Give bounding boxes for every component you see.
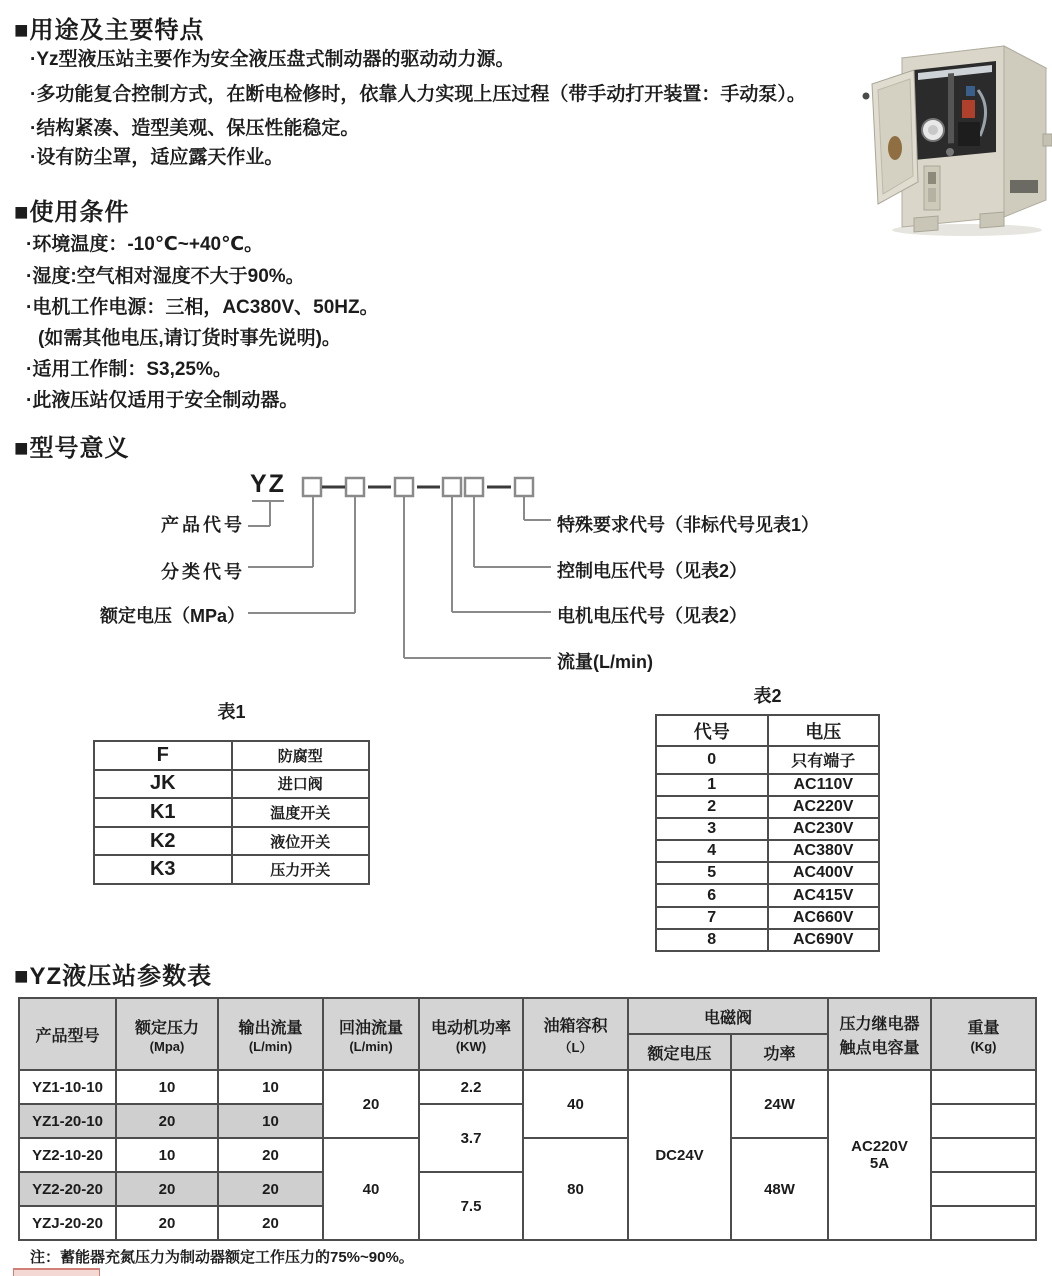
cell-flow: 10 — [218, 1070, 323, 1104]
table-row — [94, 798, 369, 827]
table1-label: 进口阀 — [232, 770, 370, 799]
col-header-out-flow-unit: (L/min) — [248, 1038, 293, 1054]
condition-bullet: ·此液压站仅适用于安全制动器。 — [26, 390, 299, 411]
model-label-flow: 流量(L/min) — [557, 652, 653, 672]
table-row — [656, 884, 879, 906]
feature-bullet: ·Yz型液压站主要作为安全液压盘式制动器的驱动动力源。 — [30, 49, 515, 70]
cell-solenoid-voltage: DC24V — [628, 1070, 731, 1240]
table-row — [94, 827, 369, 856]
col-header-motor-power-label: 电动机功率 — [430, 1019, 511, 1037]
table-row — [656, 862, 879, 884]
cell-motor-power: 2.2 — [419, 1070, 523, 1104]
cell-pressure: 20 — [116, 1104, 218, 1138]
table-row — [19, 1070, 1036, 1104]
table2-code: 7 — [656, 907, 768, 929]
conditions-heading: ■使用条件 — [14, 199, 130, 226]
cell-flow: 20 — [218, 1206, 323, 1240]
cell-relay-line1: AC220V — [851, 1138, 908, 1155]
col-header-tank-label: 油箱容积 — [543, 1017, 608, 1035]
cell-flow: 10 — [218, 1104, 323, 1138]
table-row — [94, 770, 369, 799]
cell-solenoid-power: 24W — [731, 1070, 828, 1138]
table-row — [656, 796, 879, 818]
header-row — [19, 998, 1036, 1034]
cell-tank: 80 — [523, 1138, 628, 1240]
model-heading: ■型号意义 — [14, 435, 130, 462]
table2-header-code: 代号 — [656, 715, 768, 746]
table2-header-voltage: 电压 — [768, 715, 880, 746]
table-row — [94, 741, 369, 770]
table2-code: 8 — [656, 929, 768, 951]
condition-bullet: ·适用工作制：S3,25%。 — [26, 359, 232, 380]
table-row — [656, 818, 879, 840]
table-row — [656, 907, 879, 929]
table1-label: 防腐型 — [232, 741, 370, 770]
cell-relay-line2: 5A — [869, 1155, 890, 1172]
table1-code: K1 — [94, 798, 232, 827]
table1-label: 压力开关 — [232, 855, 370, 884]
product-photo — [862, 30, 1052, 238]
cell-model: YZ2-10-20 — [19, 1138, 116, 1172]
col-header-tank — [523, 998, 628, 1070]
table2-code: 0 — [656, 746, 768, 774]
cell-pressure: 10 — [116, 1070, 218, 1104]
cell-motor-power: 7.5 — [419, 1172, 523, 1240]
condition-bullet: ·电机工作电源：三相，AC380V、50HZ。 — [26, 297, 379, 318]
table2-voltage: AC220V — [768, 796, 880, 818]
cell-flow: 20 — [218, 1138, 323, 1172]
cell-weight-empty — [931, 1104, 1036, 1138]
table2-voltage: AC415V — [768, 884, 880, 906]
col-header-relay — [828, 998, 931, 1070]
cell-solenoid-power: 48W — [731, 1138, 828, 1240]
table-row — [656, 715, 879, 746]
table2-code: 4 — [656, 840, 768, 862]
col-header-tank-unit: （L） — [558, 1039, 593, 1055]
col-header-pressure-unit: (Mpa) — [149, 1038, 185, 1054]
col-header-solenoid: 电磁阀 — [628, 998, 828, 1034]
table2-voltage: AC660V — [768, 907, 880, 929]
condition-bullet: ·环境温度：-10℃~+40℃。 — [26, 234, 264, 255]
condition-bullet: (如需其他电压,请订货时事先说明)。 — [38, 328, 341, 349]
table1-code: K2 — [94, 827, 232, 856]
cell-weight-empty — [931, 1070, 1036, 1104]
parameter-table — [18, 997, 1037, 1241]
table2-code: 1 — [656, 774, 768, 796]
table-row — [656, 746, 879, 774]
cell-return-flow: 40 — [323, 1138, 419, 1240]
model-label-special-code: 特殊要求代号（非标代号见表1） — [557, 515, 820, 535]
table1 — [93, 740, 370, 885]
cell-motor-power: 3.7 — [419, 1104, 523, 1172]
table2-voltage: 只有端子 — [768, 746, 880, 774]
feature-bullet: ·结构紧凑、造型美观、保压性能稳定。 — [30, 118, 360, 139]
table2-code: 5 — [656, 862, 768, 884]
cell-model: YZJ-20-20 — [19, 1206, 116, 1240]
col-header-out-flow-label: 输出流量 — [238, 1019, 303, 1037]
table-row — [94, 855, 369, 884]
table1-code: JK — [94, 770, 232, 799]
feature-bullet: ·多功能复合控制方式，在断电检修时，依靠人力实现上压过程（带手动打开装置：手动泵）。 — [30, 84, 806, 105]
red-accent-bar — [13, 1268, 100, 1276]
param-table-heading: ■YZ液压站参数表 — [14, 963, 213, 990]
cell-model: YZ2-20-20 — [19, 1172, 116, 1206]
features-heading: ■用途及主要特点 — [14, 17, 205, 44]
col-header-solenoid-power: 功率 — [731, 1034, 828, 1070]
table1-label: 温度开关 — [232, 798, 370, 827]
cell-relay — [828, 1070, 931, 1240]
condition-bullet: ·湿度:空气相对湿度不大于90%。 — [26, 266, 305, 287]
table1-code: K3 — [94, 855, 232, 884]
col-header-return-flow-label: 回油流量 — [338, 1019, 403, 1037]
col-header-weight-label: 重量 — [967, 1019, 1000, 1037]
table2-code: 6 — [656, 884, 768, 906]
table1-code: F — [94, 741, 232, 770]
col-header-return-flow-unit: (L/min) — [349, 1038, 393, 1054]
table1-title: 表1 — [217, 702, 246, 722]
hydraulic-station-illustration — [862, 30, 1052, 238]
cell-weight-empty — [931, 1138, 1036, 1172]
table2-voltage: AC380V — [768, 840, 880, 862]
cell-return-flow: 20 — [323, 1070, 419, 1138]
col-header-pressure-label: 额定压力 — [134, 1019, 199, 1037]
table2-title: 表2 — [753, 686, 782, 706]
cell-model: YZ1-20-10 — [19, 1104, 116, 1138]
col-header-relay-line2: 触点电容量 — [839, 1039, 920, 1057]
col-header-model: 产品型号 — [19, 998, 116, 1070]
model-label-class-code: 分类代号 — [161, 562, 245, 582]
model-label-rated-pressure: 额定电压（MPa） — [99, 606, 245, 626]
footnote: 注：蓄能器充氮压力为制动器额定工作压力的75%~90%。 — [30, 1249, 414, 1266]
table1-label: 液位开关 — [232, 827, 370, 856]
col-header-solenoid-voltage: 额定电压 — [628, 1034, 731, 1070]
table2-voltage: AC110V — [768, 774, 880, 796]
table2-code: 3 — [656, 818, 768, 840]
cell-weight-empty — [931, 1172, 1036, 1206]
cell-weight-empty — [931, 1206, 1036, 1240]
table-row — [656, 929, 879, 951]
table-row — [656, 840, 879, 862]
col-header-weight — [931, 998, 1036, 1070]
cell-model: YZ1-10-10 — [19, 1070, 116, 1104]
table2-voltage: AC400V — [768, 862, 880, 884]
table2 — [655, 714, 880, 952]
model-prefix: YZ — [250, 470, 286, 498]
col-header-pressure — [116, 998, 218, 1070]
model-label-motor-voltage: 电机电压代号（见表2） — [557, 606, 748, 626]
col-header-weight-unit: (Kg) — [970, 1038, 997, 1054]
cell-tank: 40 — [523, 1070, 628, 1138]
table-row — [656, 774, 879, 796]
cell-pressure: 10 — [116, 1138, 218, 1172]
col-header-out-flow — [218, 998, 323, 1070]
table2-code: 2 — [656, 796, 768, 818]
feature-bullet: ·设有防尘罩，适应露天作业。 — [30, 147, 284, 168]
table2-voltage: AC690V — [768, 929, 880, 951]
cell-flow: 20 — [218, 1172, 323, 1206]
cell-pressure: 20 — [116, 1206, 218, 1240]
model-label-product-code: 产品代号 — [161, 515, 245, 535]
model-label-control-voltage: 控制电压代号（见表2） — [557, 561, 748, 581]
cell-pressure: 20 — [116, 1172, 218, 1206]
col-header-return-flow — [323, 998, 419, 1070]
col-header-motor-power-unit: (KW) — [455, 1038, 487, 1054]
col-header-relay-line1: 压力继电器 — [839, 1015, 920, 1033]
table2-voltage: AC230V — [768, 818, 880, 840]
col-header-motor-power — [419, 998, 523, 1070]
